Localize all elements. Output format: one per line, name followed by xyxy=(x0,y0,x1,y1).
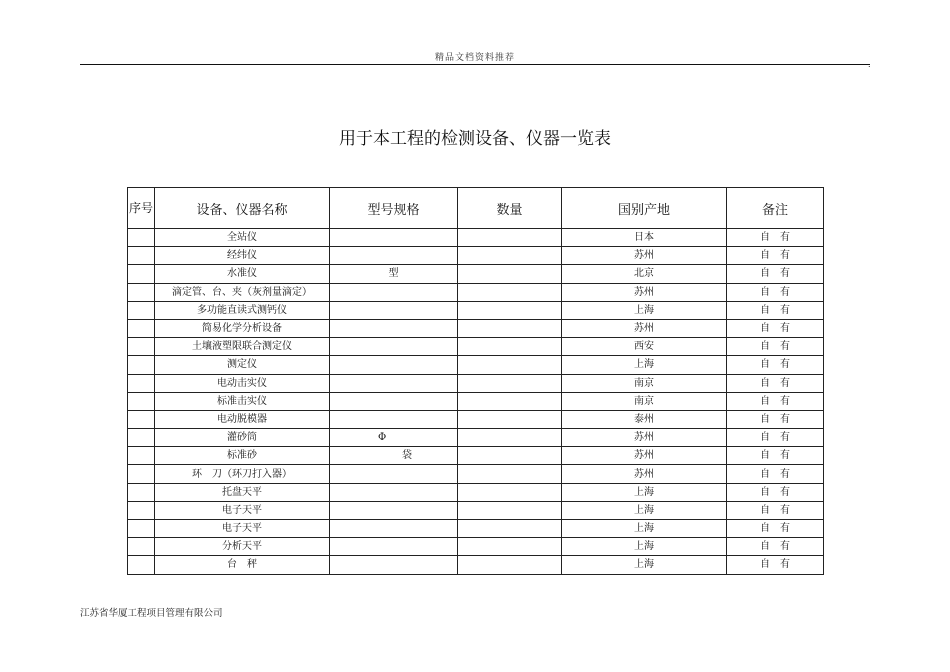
table-row xyxy=(128,447,824,465)
cell-name: 电动击实仪 xyxy=(155,374,330,392)
cell-seq xyxy=(128,247,155,265)
cell-model xyxy=(330,465,458,483)
cell-name: 电子天平 xyxy=(155,501,330,519)
cell-qty xyxy=(458,301,562,319)
cell-seq xyxy=(128,319,155,337)
cell-seq xyxy=(128,229,155,247)
cell-note: 自 有 xyxy=(727,374,824,392)
cell-note: 自 有 xyxy=(727,229,824,247)
cell-note: 自 有 xyxy=(727,538,824,556)
table-row xyxy=(128,538,824,556)
cell-note: 自 有 xyxy=(727,429,824,447)
cell-origin: 上海 xyxy=(562,483,727,501)
cell-origin: 苏州 xyxy=(562,319,727,337)
cell-note: 自 有 xyxy=(727,301,824,319)
cell-qty xyxy=(458,265,562,283)
cell-name: 台 秤 xyxy=(155,556,330,574)
cell-model xyxy=(330,501,458,519)
col-header-note: 备注 xyxy=(727,188,824,229)
cell-qty xyxy=(458,465,562,483)
cell-origin: 西安 xyxy=(562,338,727,356)
table-row xyxy=(128,410,824,428)
cell-note: 自 有 xyxy=(727,483,824,501)
cell-note: 自 有 xyxy=(727,465,824,483)
table-row xyxy=(128,265,824,283)
table-header-row xyxy=(128,188,824,229)
cell-origin: 苏州 xyxy=(562,465,727,483)
cell-model xyxy=(330,392,458,410)
header-dot: . xyxy=(868,60,871,69)
cell-qty xyxy=(458,338,562,356)
footer-company: 江苏省华厦工程项目管理有限公司 xyxy=(80,608,223,619)
cell-origin: 苏州 xyxy=(562,429,727,447)
cell-origin: 上海 xyxy=(562,356,727,374)
cell-name: 标准砂 xyxy=(155,447,330,465)
col-header-name: 设备、仪器名称 xyxy=(155,188,330,229)
cell-model xyxy=(330,374,458,392)
cell-origin: 上海 xyxy=(562,556,727,574)
cell-origin: 北京 xyxy=(562,265,727,283)
cell-qty xyxy=(458,247,562,265)
table-row xyxy=(128,429,824,447)
cell-name: 分析天平 xyxy=(155,538,330,556)
cell-name: 测定仪 xyxy=(155,356,330,374)
cell-note: 自 有 xyxy=(727,283,824,301)
cell-origin: 南京 xyxy=(562,374,727,392)
table-row xyxy=(128,465,824,483)
cell-seq xyxy=(128,447,155,465)
cell-origin: 南京 xyxy=(562,392,727,410)
table-row xyxy=(128,520,824,538)
cell-qty xyxy=(458,556,562,574)
header-rule xyxy=(80,64,870,65)
cell-seq xyxy=(128,338,155,356)
table-row xyxy=(128,301,824,319)
cell-name: 标准击实仪 xyxy=(155,392,330,410)
cell-seq xyxy=(128,483,155,501)
cell-qty xyxy=(458,538,562,556)
cell-model xyxy=(330,283,458,301)
cell-origin: 上海 xyxy=(562,520,727,538)
cell-name: 全站仪 xyxy=(155,229,330,247)
cell-seq xyxy=(128,356,155,374)
cell-model: 袋 xyxy=(330,447,458,465)
cell-seq xyxy=(128,538,155,556)
cell-name: 环 刀（环刀打入器） xyxy=(155,465,330,483)
cell-note: 自 有 xyxy=(727,520,824,538)
document-title: 用于本工程的检测设备、仪器一览表 xyxy=(339,129,611,149)
cell-origin: 泰州 xyxy=(562,410,727,428)
cell-model xyxy=(330,538,458,556)
cell-name: 托盘天平 xyxy=(155,483,330,501)
cell-seq xyxy=(128,520,155,538)
cell-origin: 上海 xyxy=(562,301,727,319)
cell-qty xyxy=(458,483,562,501)
cell-qty xyxy=(458,410,562,428)
cell-origin: 苏州 xyxy=(562,283,727,301)
cell-note: 自 有 xyxy=(727,319,824,337)
cell-qty xyxy=(458,319,562,337)
table-body xyxy=(128,229,824,575)
cell-qty xyxy=(458,447,562,465)
cell-note: 自 有 xyxy=(727,247,824,265)
cell-qty xyxy=(458,520,562,538)
cell-seq xyxy=(128,283,155,301)
cell-origin: 苏州 xyxy=(562,247,727,265)
page-header-text: 精品文档资料推荐 xyxy=(434,53,515,63)
cell-model xyxy=(330,556,458,574)
equipment-table xyxy=(127,187,824,575)
cell-model xyxy=(330,483,458,501)
cell-name: 多功能直读式测钙仪 xyxy=(155,301,330,319)
cell-model xyxy=(330,410,458,428)
cell-model xyxy=(330,247,458,265)
cell-model xyxy=(330,520,458,538)
col-header-model: 型号规格 xyxy=(330,188,458,229)
cell-qty xyxy=(458,501,562,519)
cell-name: 简易化学分析设备 xyxy=(155,319,330,337)
cell-qty xyxy=(458,283,562,301)
cell-model xyxy=(330,301,458,319)
cell-origin: 上海 xyxy=(562,501,727,519)
cell-qty xyxy=(458,374,562,392)
cell-name: 滴定管、台、夹（灰剂量滴定） xyxy=(155,283,330,301)
cell-name: 电动脱模器 xyxy=(155,410,330,428)
table-row xyxy=(128,338,824,356)
table-row xyxy=(128,392,824,410)
cell-qty xyxy=(458,229,562,247)
cell-model xyxy=(330,319,458,337)
col-header-qty: 数量 xyxy=(458,188,562,229)
cell-origin: 上海 xyxy=(562,538,727,556)
cell-name: 土壤液塑限联合测定仪 xyxy=(155,338,330,356)
cell-model: 型 xyxy=(330,265,458,283)
cell-seq xyxy=(128,301,155,319)
cell-seq xyxy=(128,556,155,574)
cell-seq xyxy=(128,392,155,410)
cell-note: 自 有 xyxy=(727,265,824,283)
cell-origin: 日本 xyxy=(562,229,727,247)
cell-note: 自 有 xyxy=(727,392,824,410)
cell-note: 自 有 xyxy=(727,447,824,465)
cell-name: 灌砂筒 xyxy=(155,429,330,447)
cell-note: 自 有 xyxy=(727,356,824,374)
table-row xyxy=(128,283,824,301)
cell-name: 电子天平 xyxy=(155,520,330,538)
cell-seq xyxy=(128,465,155,483)
cell-note: 自 有 xyxy=(727,338,824,356)
col-header-origin: 国别产地 xyxy=(562,188,727,229)
table-row xyxy=(128,501,824,519)
cell-origin: 苏州 xyxy=(562,447,727,465)
table-row xyxy=(128,556,824,574)
cell-model xyxy=(330,229,458,247)
table-row xyxy=(128,229,824,247)
cell-seq xyxy=(128,501,155,519)
table-row xyxy=(128,374,824,392)
cell-qty xyxy=(458,356,562,374)
cell-qty xyxy=(458,429,562,447)
table-row xyxy=(128,319,824,337)
cell-qty xyxy=(458,392,562,410)
cell-model: Φ xyxy=(330,429,458,447)
cell-name: 水准仪 xyxy=(155,265,330,283)
cell-name: 经纬仪 xyxy=(155,247,330,265)
cell-seq xyxy=(128,265,155,283)
cell-note: 自 有 xyxy=(727,410,824,428)
col-header-seq: 序号 xyxy=(128,188,155,229)
cell-seq xyxy=(128,429,155,447)
cell-seq xyxy=(128,374,155,392)
cell-note: 自 有 xyxy=(727,501,824,519)
table-row xyxy=(128,356,824,374)
cell-seq xyxy=(128,410,155,428)
table-row xyxy=(128,247,824,265)
cell-model xyxy=(330,338,458,356)
cell-model xyxy=(330,356,458,374)
cell-note: 自 有 xyxy=(727,556,824,574)
table-row xyxy=(128,483,824,501)
